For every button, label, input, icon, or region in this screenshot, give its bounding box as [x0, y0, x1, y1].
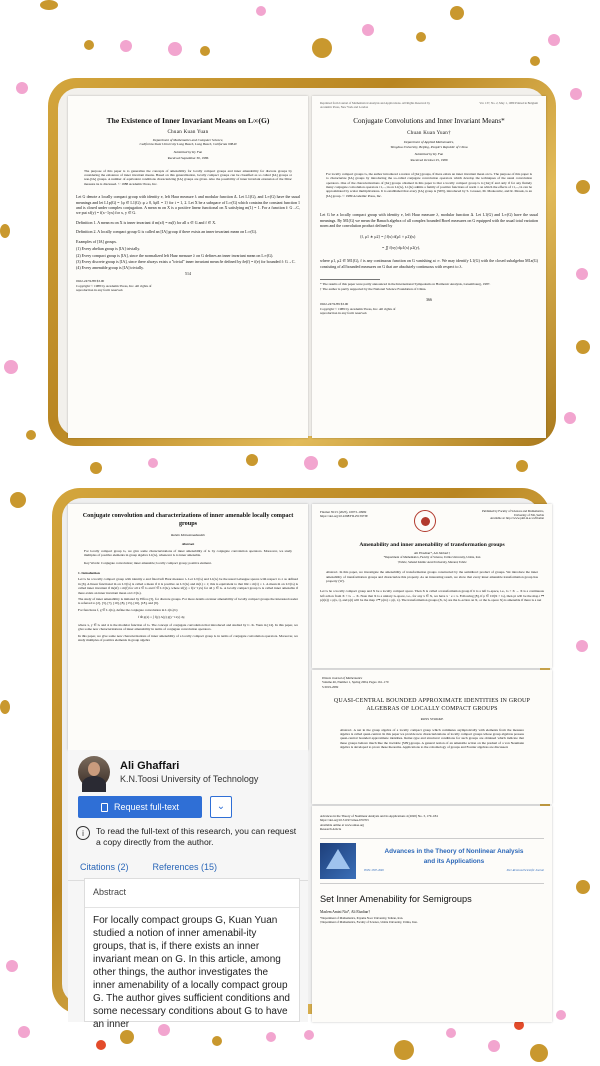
paper1-received: Received September 30, 1986: [167, 156, 209, 161]
paper2-equation2: = ∬ f(xy) dμ1(x) μ2(y),: [382, 244, 421, 250]
paper2-copyright: Copyright © 1989 by Academic Press, Inc. All rights of reproduction in any form reserved.: [320, 306, 396, 316]
paper3-abstract-heading: Abstract: [181, 542, 195, 547]
paper5-abstract: Abstract. A net in the group algebra of a locally compact group which commutes asymptotically with elements from the measure algebra is called quasi-central. In this paper we provide new characterizations of locally compact groups whose group algebras possess quasi-central bounded approximate identities. Reiter-type and structural conditions for such groups are obtained which indicate that these groups behave much like the tractable [SIN]-groups. A general notion of an amenable action on the predual of a von Neumann algebra is developed to prove these theorems. Applications to the cohomology of groups and Fourier algebras are discussed.: [340, 727, 524, 750]
paper-conjugate-convolutions: [312, 96, 546, 438]
paper6-journal-title2: and its Applications: [423, 857, 485, 865]
paper1-abstract: The purpose of this paper is to generalize the concepts of amenability for locally compact groups and inner amenability for discrete groups by considering the existence of inner invariant means. Based on this generalization, locally compact groups can be classified as so called [IA] groups or non-[IA] groups. A number of equivalent conditions characterizing [IA] groups are given. Also the possibility of inner invariant extension of the Dirac measure δe is discussed. © 1988 Academic Press, Inc.: [84, 168, 292, 186]
paper1-footer: 0022-247X/88 $3.00: [76, 279, 105, 284]
paper1-submitted: Submitted by Ky Fan: [173, 149, 203, 154]
paper4-doi: https://doi.org/10.2298/FIL2515973E: [320, 514, 368, 519]
paper3-intro4: where x, y ∈ G and Δ is the modular function of G. The concept of conjugate convolution that introduced and studied by C. K. Yuan in [14]. In this paper, we give some new characterizations of inner amenability in terms of conjugate convolution operators.: [78, 622, 298, 632]
paper1-author: Chuan Kuan Yuan: [167, 130, 209, 135]
paper6-header1: Advances in the Theory of Nonlinear Analysis and its Applications 4 (2020) No. 3, 179–184: [320, 814, 438, 818]
paper2-affiliation1: Department of Applied Mathematics,: [403, 140, 455, 145]
paper4-aff2: †Tabriz, Sahand Islamic Azad University, Marand, Tabriz: [397, 559, 467, 564]
paper4-publisher1: Published by Faculty of Sciences and Mathematics,: [482, 509, 544, 513]
paper1-example3: (3) Every discrete group is [IA], since there always exists a "trivial" inner invariant mean δe defined by δe(f) = f(e) for bounded f: G→C.: [76, 258, 296, 264]
paper1-page-number: 514: [185, 270, 191, 276]
paper3-intro5: In this paper, we give some new characterizations of inner amenability of a locally compact group G in terms of conjugate convolution operators. Moreover, we study multiples of positive elements in group algebra: [78, 633, 298, 642]
paper3-intro3: For functions f, g ∈ L1(G), define the conjugate convolution in L1(G) by: [78, 607, 178, 612]
avatar[interactable]: [78, 756, 110, 788]
paper5-issn: S 0019-2082: [322, 684, 339, 689]
paper6-header4: Research Article: [320, 827, 342, 832]
paper1-body: Let G denote a locally compact group with identity e, left Haar measure λ and modular function Δ. Let L1(G), and L∞(G) have the usual meanings and let L1p(G) = {φ ∈ L1(G): φ ≥ 0, ‖φ‖1 = 1} for i = 1, 2. Let X be a subspace of L∞(G) which contains the constant function 1 and is closed under complex conjugation. A mean m on X is a positive linear functional on X satisfying m(1) = 1. For a function f: G→C, we put xf(y) = f(x−1yx) for x, y ∈ G.: [76, 194, 300, 216]
paper3-section-heading: 1. Introduction: [78, 571, 100, 576]
paper5-journal: Illinois Journal of Mathematics: [322, 676, 363, 680]
paper2-author: Chuan Kuan Yuan†: [407, 131, 451, 137]
paper6-header2: https://doi.org/10.31197/atnaa.676763: [320, 818, 369, 823]
abstract-card-label: Abstract: [93, 887, 127, 897]
chevron-down-icon: ⌄: [216, 801, 226, 812]
paper5-author: ROSS STOKKE: [420, 717, 444, 722]
paper4-body: Let G be a locally compact group and X be a locally compact space. Then X is called a transformation group if it is a left G-space, i.e., G × X → X is a continuous left action from X × G → X. Note that X is a unitary G-space, i.e., for any x ∈ X, we have x · e = x. Following [8], if p ∈ C0(X × G), then pt will be the map t ↦ p(t(x)) = p(x, t), and p(t) will be the map t ↦ p(tx) = p(t, x). The transformation groups (X, G) are the G-action on X, or the G-space X) is amenable if there is a net: [320, 589, 544, 603]
paper3-keywords: Key Words: Conjugate convolution; inner amenable; locally compact group; positive element.: [84, 560, 212, 565]
journal-cover-logo: [320, 843, 356, 879]
paper2-title: Conjugate Convolutions and Inner Invariant Means*: [353, 117, 505, 126]
paper5-volume: Volume 46, Number 1, Spring 2004, Pages 161–170: [322, 680, 389, 685]
paper1-example2: (2) Every compact group is [IA], since the normalized left Haar measure λ on G defines an inner invariant mean on L∞(G).: [76, 252, 274, 258]
paper1-copyright: Copyright © 1988 by Academic Press, Inc. All rights of reproduction in any form reserved.: [76, 283, 152, 292]
paper6-journal-title1: Advances in the Theory of Nonlinear Analysis: [384, 847, 524, 855]
paper1-affiliation1: Department of Mathematics and Computer Science,: [152, 138, 224, 142]
paper2-submitted: Submitted by Ky Fan: [414, 152, 444, 156]
university-seal-logo: [414, 510, 436, 532]
paper4-publisher3: Available at: http://www.pmf.ni.ac.rs/filomat: [490, 516, 544, 521]
tab-citations[interactable]: Citations (2): [80, 862, 129, 872]
paper1-title: The Existence of Inner Invariant Means on L∞(G): [106, 116, 270, 125]
paper1-example1: (1) Every abelian group is [IA] trivially.: [76, 246, 141, 252]
file-icon: [101, 803, 108, 812]
paper2-equation1: ⟨f, μ1 ∗ μ2⟩ = ∫ f(x) d(μ1 × μ2)(x): [360, 234, 416, 240]
paper6-issn: ISSN: 2587-2648: [364, 868, 384, 872]
paper5-title: QUASI-CENTRAL BOUNDED APPROXIMATE IDENTITIES IN GROUP ALGEBRAS OF LOCALLY COMPACT GROUPS: [333, 698, 531, 713]
paper-conjugate-convolution-characterizations: [68, 504, 308, 750]
paper2-header-right: Vol. 137, No. 2, May 1, 1989 Printed in Belgium: [479, 101, 538, 105]
paper2-received: Received October 25, 1989: [410, 158, 448, 163]
paper3-author: Rahim Mohammadzadeh: [171, 533, 205, 537]
paper2-affiliation2: Tsinghua University, Beijing, People's Republic of China: [390, 144, 468, 149]
paper6-aff2: †Department of Mathematics, Faculty of Science, Urmia University, Urmia, Iran.: [320, 920, 418, 925]
paper3-abstract: For locally compact group G, we give some characterizations of inner amenability of G by conjugate convolution operators. Moreover, we study multiples of positive elements in group algebra L1(G), whenever G is inner amenable.: [84, 548, 292, 558]
paper4-journal: Filomat 39:15 (2025), 10973–10982: [320, 510, 367, 514]
paper6-aff1: *Department of Mathematics, Payame Noor University, Tehran, Iran.: [320, 916, 404, 921]
bottom-frame-inner: [62, 498, 544, 1030]
paper-existence-inner-invariant-means: [68, 96, 308, 438]
paper6-authors: Maslem Amini Nia*, Ali Ebadian†: [320, 909, 371, 914]
info-icon: i: [76, 826, 90, 840]
paper3-intro1: Let G be a locally compact group with identity e and fixed left Haar measure λ. Let L∞(G) and L1(G) be the usual Lebesgue spaces with respect to λ as defined in [6]. A linear functional m on L∞(G) is called a mean if it is positive on L∞(G) and m(1) = 1; this is equivalent to that ‖m‖ = m(1) = 1. A mean m on L∞(G) is called inner invariant if m(xf) = m(f) for all x ∈ G and f ∈ L∞(G), where xf(y) = f(x−1yx) for all y ∈ G. A locally compact group G is called inner amenable if there exists an inner invariant mean on L∞(G).: [78, 577, 298, 595]
request-full-text-label: Request full-text: [113, 802, 180, 812]
paper3-equation: f ⊛ g(x) = ∫ f(y) Δ(y) g(y−1xy) dy,: [138, 615, 186, 620]
paper-amenability-transformation-groups: [312, 504, 552, 668]
paper2-abstract: For locally compact groups G, the author introduced a notion of [IA] groups, if there exists an inner invariant mean on G. The purpose of this paper is to characterize [IA] groups by introducing the so-called conjugate convolution operators which develop the techniques of the usual convolution operators. One of the characterizations of [IA] groups obtained in this paper is that a locally compact group G is [IA] if and only if for any finitely many conjugate convolution operators τ1,...,τn on L1(G), L1(G) admits a family of positive functions of norm 1 on which the effects of τ1,...,τn can be approximated by scalar multiplications. It is established that every [IA] group is [SIN], introduced by S. Grosser, M. Moskowitz, and R. Mosak, is an [IA] group. © 1989 Academic Press, Inc.: [326, 171, 532, 198]
paper6-header3: Available online at www.atnaa.org: [320, 822, 365, 827]
paper1-example4: (4) Every amenable group is [IA] trivially.: [76, 265, 144, 271]
researchgate-panel: [68, 750, 308, 1030]
paper2-footer: 0022-247X/89 $3.00: [320, 302, 349, 307]
paper4-abstract: Abstract. In this paper, we investigate the amenability of transformation groups constructed by the semidirect product of groups. We introduce the inner amenability of transformation groups and characterize this property. As an interesting result, we show that every inner amenable transformation group has property (W).: [326, 570, 538, 584]
paper2-footnote2: † The author is partly supported by the National Science Foundation of China.: [320, 286, 427, 291]
paper4-title: Amenability and inner amenability of transformation groups: [359, 542, 505, 548]
paper1-affiliation2: California State University Long Beach, Long Beach, California 90840: [139, 142, 237, 147]
paper2-page-number: 366: [426, 296, 432, 302]
top-photo-frame: [48, 78, 556, 446]
paper3-title: Conjugate convolution and characterizations of inner amenable locally compact groups: [82, 512, 294, 527]
paper1-examples-title: Examples of [IA] groups.: [76, 238, 117, 244]
paper2-header-left: Reprinted from Journal of Mathematical Analysis and Applications. All Rights Reserved by Academic Press, New York and London: [320, 101, 430, 109]
info-text: To read the full-text of this research, you can request a copy directly from the author.: [96, 826, 297, 847]
abstract-card-text: For locally compact groups G, Kuan Yuan studied a notion of inner amenabil-ity groups, that is, if there exists an inner invariant mean on G. In this article, among other things, the author investigates the inner amenability of a locally compact group G. The author gives sufficient conditions and some necessary conditions about G to have an inner: [93, 915, 290, 1030]
bottom-photo-frame: [52, 488, 550, 1030]
paper1-definition2: Definition 2. A locally compact group G is called an [IA] group if there exists an inner invariant mean on L∞(G).: [76, 229, 258, 235]
paper2-body2: where μ1, μ2 ∈ M1(G), f is any continuous function on G vanishing at ∞. We may identify L1(G) with the closed subalgebra M1a(G) consisting of all bounded measures on G that are absolutely continuous with respect to λ.: [320, 258, 538, 269]
paper6-peer-reviewed: Peer-Reviewed Scientific Journal: [506, 868, 544, 872]
paper4-aff1: *Department of Mathematics, Faculty of Science, Urmia University, Urmia, Iran: [383, 555, 481, 560]
request-full-text-button[interactable]: [78, 796, 202, 818]
paper4-publisher2: University of Niš, Serbia: [514, 512, 544, 517]
request-dropdown-button[interactable]: [210, 796, 232, 818]
paper-quasi-central-approximate-identities: [312, 670, 552, 804]
paper3-intro2: The study of inner amenability is initiated by Effros [5], for discrete groups. For more details on inner amenability of locally compact groups the interested reader is referred to [2], [3], [7], [10], [8], [13], [16], [18], and [9].: [78, 597, 298, 606]
top-frame-inner: [58, 88, 546, 436]
paper2-footnote1: * The results of this paper were partly announced in the International Symposium on Harmonic Analysis, Luxembourg, 1987.: [320, 282, 491, 287]
paper4-authors: Ali Ebadian*, Ali Jabbari†: [413, 551, 451, 555]
paper6-title: Set Inner Amenability for Semigroups: [320, 893, 472, 904]
author-name[interactable]: Ali Ghaffari: [120, 760, 180, 772]
paper1-definition1: Definition 1. A mean m on X is inner invariant if m(xf) = m(f) for all x ∈ G and f ∈ X.: [76, 219, 217, 225]
paper2-body1: Let G be a locally compact group with identity e, left Haar measure λ, modular function Δ. Let L1(G) and L∞(G) have the usual meanings. By M1(G) we mean the Banach algebra of all complex bounded Borel measures on G equipped with the usual total variation norm and the convolution product defined by: [320, 212, 538, 229]
abstract-card: [84, 878, 300, 1030]
tab-references[interactable]: References (15): [152, 862, 218, 872]
paper-set-inner-amenability-semigroups: [312, 806, 552, 1022]
author-institution[interactable]: K.N.Toosi University of Technology: [120, 774, 259, 784]
